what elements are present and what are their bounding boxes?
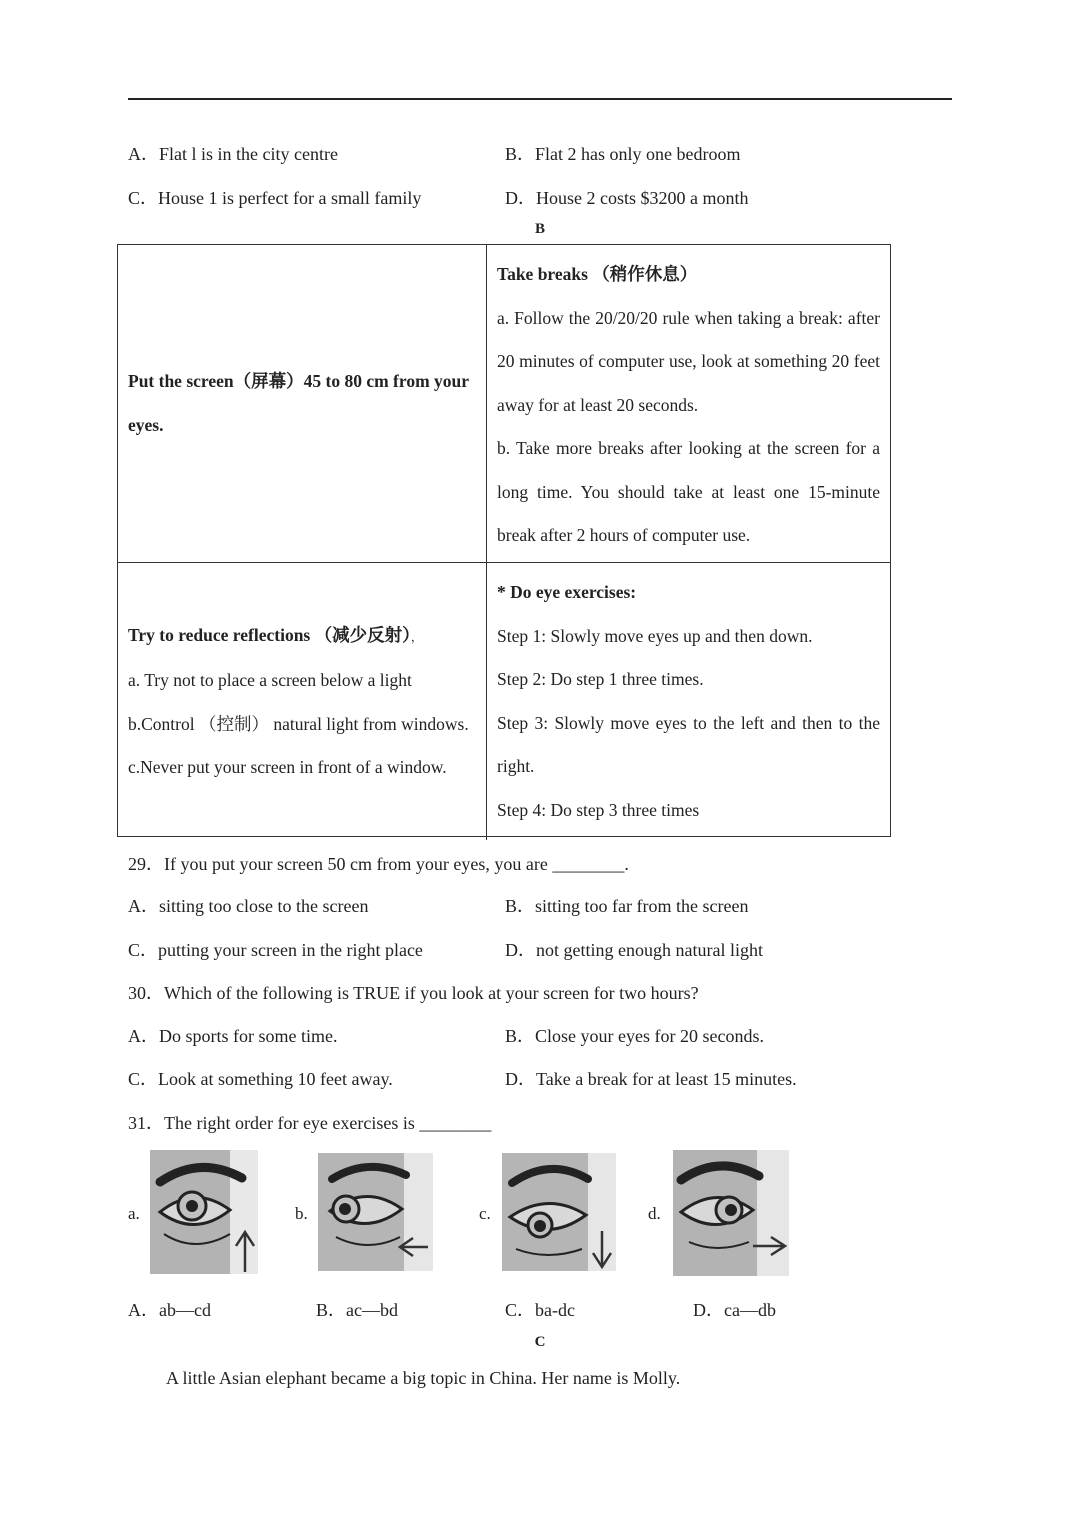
eye-image-label-d: d.	[648, 1204, 661, 1223]
eye-image-down	[502, 1153, 616, 1271]
reflections-tip-b: b.Control （控制） natural light from windows.	[128, 713, 469, 734]
q30-stem: 30．Which of the following is TRUE if you look at your screen for two hours?	[128, 983, 699, 1003]
cell-reduce-reflections	[118, 563, 487, 840]
q30-option-b: B．Close your eyes for 20 seconds.	[505, 1026, 764, 1046]
eye-care-tips-table	[117, 244, 891, 837]
breaks-tip-b: b. Take more breaks after looking at the screen for a long time. You should take at least one 15-minute break after 2 hours of computer use.	[497, 438, 880, 545]
eye-looking-up-icon	[150, 1150, 258, 1274]
q29-option-d: D．not getting enough natural light	[505, 940, 763, 960]
eye-looking-down-icon	[502, 1153, 616, 1271]
breaks-tip-a: a. Follow the 20/20/20 rule when taking a break: after 20 minutes of computer use, look at something 20 feet away for at least 20 seconds.	[497, 307, 880, 415]
cell-screen-distance	[118, 245, 487, 563]
reflections-title-line	[128, 614, 476, 660]
reflections-tip-a: a. Try not to place a screen below a light	[128, 670, 412, 690]
eye-image-up	[150, 1150, 258, 1274]
q28-option-b: B．Flat 2 has only one bedroom	[505, 144, 741, 164]
eye-image-label-b: b.	[295, 1204, 308, 1223]
cell-eye-exercises	[487, 563, 890, 840]
section-c-label: C	[534, 1334, 546, 1350]
header-rule	[128, 98, 952, 100]
q28-option-d: D．House 2 costs $3200 a month	[505, 188, 749, 208]
exercise-step-2: Step 2: Do step 1 three times.	[497, 669, 704, 689]
q30-option-d: D．Take a break for at least 15 minutes.	[505, 1069, 797, 1089]
eye-image-label-c: c.	[479, 1204, 491, 1223]
q29-stem: 29．If you put your screen 50 cm from your eyes, you are ________.	[128, 854, 629, 874]
q31-option-d: D．ca—db	[693, 1300, 776, 1320]
q31-option-a: A．ab—cd	[128, 1300, 211, 1320]
q30-option-c: C．Look at something 10 feet away.	[128, 1069, 393, 1089]
q31-stem: 31．The right order for eye exercises is ________	[128, 1113, 492, 1133]
eye-image-left	[318, 1153, 433, 1271]
q29-option-c: C．putting your screen in the right place	[128, 940, 423, 960]
q29-option-a: A．sitting too close to the screen	[128, 896, 369, 916]
exercise-step-4: Step 4: Do step 3 three times	[497, 799, 700, 820]
eye-looking-left-icon	[318, 1153, 433, 1271]
section-b-label: B	[534, 221, 545, 237]
eye-image-label-a: a.	[128, 1204, 140, 1223]
exercises-title: * Do eye exercises:	[497, 582, 637, 602]
eye-looking-right-icon	[673, 1150, 789, 1276]
q28-option-a: A．Flat l is in the city centre	[128, 144, 338, 164]
eye-image-right	[673, 1150, 789, 1276]
q29-option-b: B．sitting too far from the screen	[505, 896, 749, 916]
reflections-title: Try to reduce reflections （减少反射）	[128, 624, 411, 645]
exercise-step-3: Step 3: Slowly move eyes to the left and then to the right.	[497, 712, 880, 776]
exercise-step-1: Step 1: Slowly move eyes up and then down.	[497, 625, 813, 646]
reflections-mark: ，	[410, 629, 423, 644]
screen-distance-text: Put the screen（屏幕）45 to 80 cm from your eyes.	[128, 371, 469, 435]
q31-option-b: B．ac—bd	[316, 1300, 398, 1320]
breaks-title: Take breaks （稍作休息）	[497, 264, 698, 284]
q30-option-a: A．Do sports for some time.	[128, 1026, 338, 1046]
q28-option-c: C．House 1 is perfect for a small family	[128, 188, 422, 208]
passage-c-first-line: A little Asian elephant became a big topic in China. Her name is Molly.	[166, 1368, 681, 1388]
cell-take-breaks	[487, 245, 890, 563]
q31-option-c: C．ba-dc	[505, 1300, 575, 1320]
reflections-tip-c: c.Never put your screen in front of a window.	[128, 757, 447, 777]
